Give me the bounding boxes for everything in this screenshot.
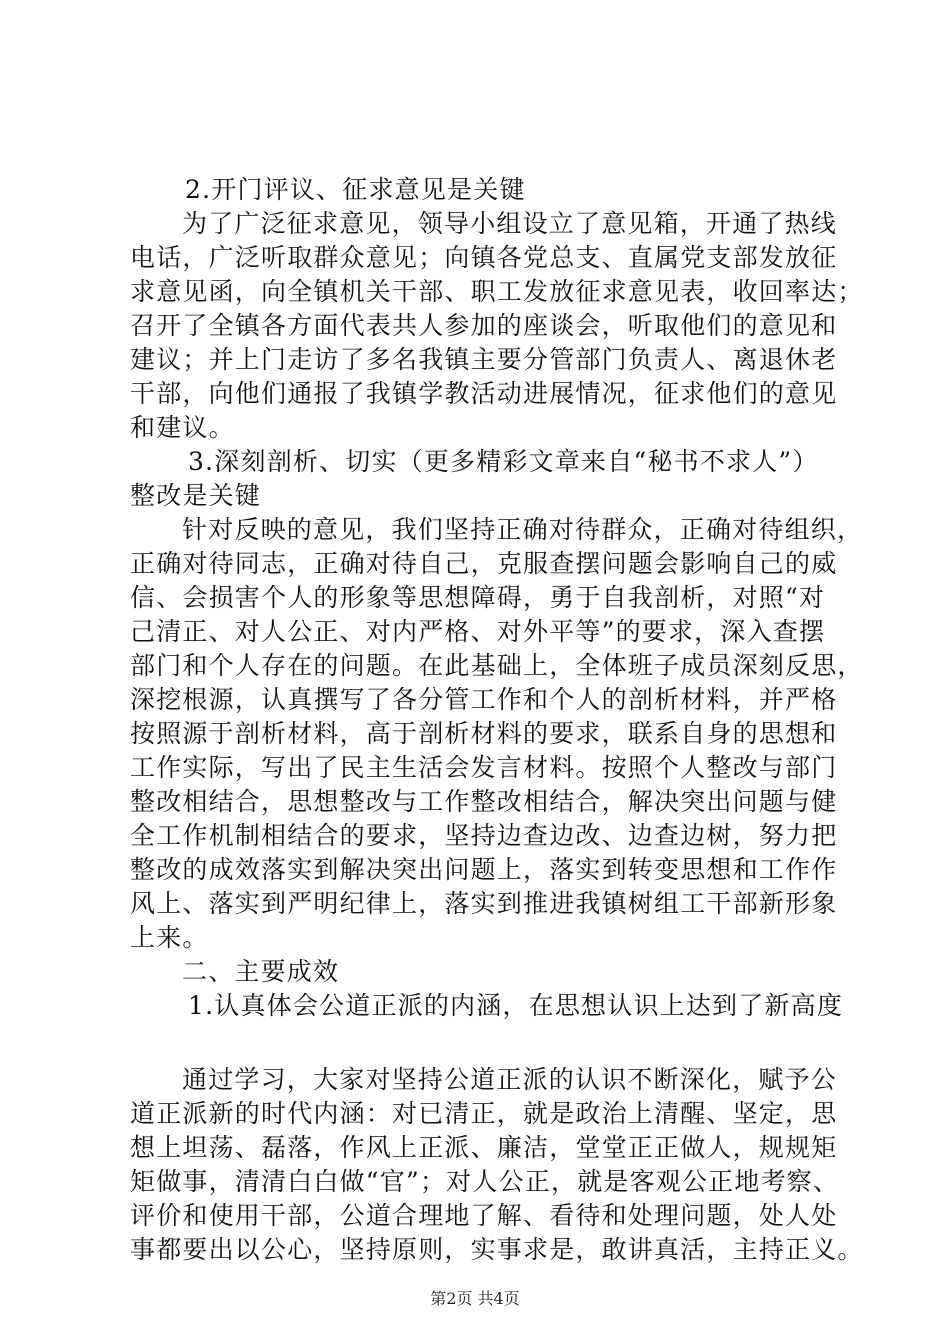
- paragraph-line: 整改相结合，思想整改与工作整改相结合，解决突出问题与健: [130, 787, 838, 816]
- paragraph-line: 想上坦荡、磊落，作风上正派、廉洁，堂堂正正做人，规规矩: [130, 1133, 838, 1162]
- paragraph-line: 按照源于剖析材料，高于剖析材料的要求，联系自身的思想和: [130, 719, 838, 748]
- paragraph-line: 和建议。: [130, 413, 235, 442]
- paragraph-line: 干部，向他们通报了我镇学教活动进展情况，征求他们的意见: [130, 379, 838, 408]
- paragraph-line: 信、会损害个人的形象等思想障碍，勇于自我剖析，对照“对: [130, 583, 826, 612]
- paragraph-line: 事都要出以公心，坚持原则，实事求是，敢讲真活，主持正义。: [130, 1235, 864, 1264]
- heading-section-3-cont: 整改是关键: [130, 481, 262, 510]
- paragraph-line: 为了广泛征求意见，领导小组设立了意见箱，开通了热线: [182, 209, 838, 238]
- paragraph-line: 风上、落实到严明纪律上，落实到推进我镇树组工干部新形象: [130, 889, 838, 918]
- page-number: 第2页 共4页: [430, 1289, 520, 1308]
- paragraph-line: 工作实际，写出了民主生活会发言材料。按照个人整改与部门: [130, 753, 838, 782]
- heading-section-3: 3.深刻剖析、切实（更多精彩文章来自“秘书不求人”）: [188, 447, 819, 476]
- paragraph-line: 矩做事，清清白白做“官”；对人公正，就是客观公正地考察、: [130, 1167, 840, 1196]
- paragraph-line: 全工作机制相结合的要求，坚持边查边改、边查边树，努力把: [130, 821, 838, 850]
- heading-main-results: 二、主要成效: [182, 957, 340, 986]
- paragraph-line: 己清正、对人公正、对内严格、对外平等”的要求，深入查摆: [130, 617, 826, 646]
- paragraph-line: 通过学习，大家对坚持公道正派的认识不断深化，赋予公: [182, 1065, 838, 1094]
- paragraph-line: 部门和个人存在的问题。在此基础上，全体班子成员深刻反思，: [130, 651, 864, 680]
- paragraph-line: 正确对待同志，正确对待自己，克服查摆问题会影响自己的威: [130, 549, 838, 578]
- paragraph-line: 求意见函，向全镇机关干部、职工发放征求意见表，收回率达；: [130, 277, 864, 306]
- paragraph-line: 评价和使用干部，公道合理地了解、看待和处理问题，处人处: [130, 1201, 838, 1230]
- heading-section-2: 2.开门评议、征求意见是关键: [185, 175, 526, 204]
- paragraph-line: 针对反映的意见，我们坚持正确对待群众，正确对待组织，: [182, 515, 864, 544]
- paragraph-line: 上来。: [130, 923, 209, 952]
- paragraph-line: 建议；并上门走访了多名我镇主要分管部门负责人、离退休老: [130, 345, 838, 374]
- paragraph-line: 道正派新的时代内涵：对已清正，就是政治上清醒、坚定，思: [130, 1099, 838, 1128]
- paragraph-line: 电话，广泛听取群众意见；向镇各党总支、直属党支部发放征: [130, 243, 838, 272]
- heading-subsection-1: 1.认真体会公道正派的内涵，在思想认识上达到了新高度: [188, 991, 844, 1020]
- paragraph-line: 整改的成效落实到解决突出问题上，落实到转变思想和工作作: [130, 855, 838, 884]
- paragraph-line: 深挖根源，认真撰写了各分管工作和个人的剖析材料，并严格: [130, 685, 838, 714]
- paragraph-line: 召开了全镇各方面代表共人参加的座谈会，听取他们的意见和: [130, 311, 838, 340]
